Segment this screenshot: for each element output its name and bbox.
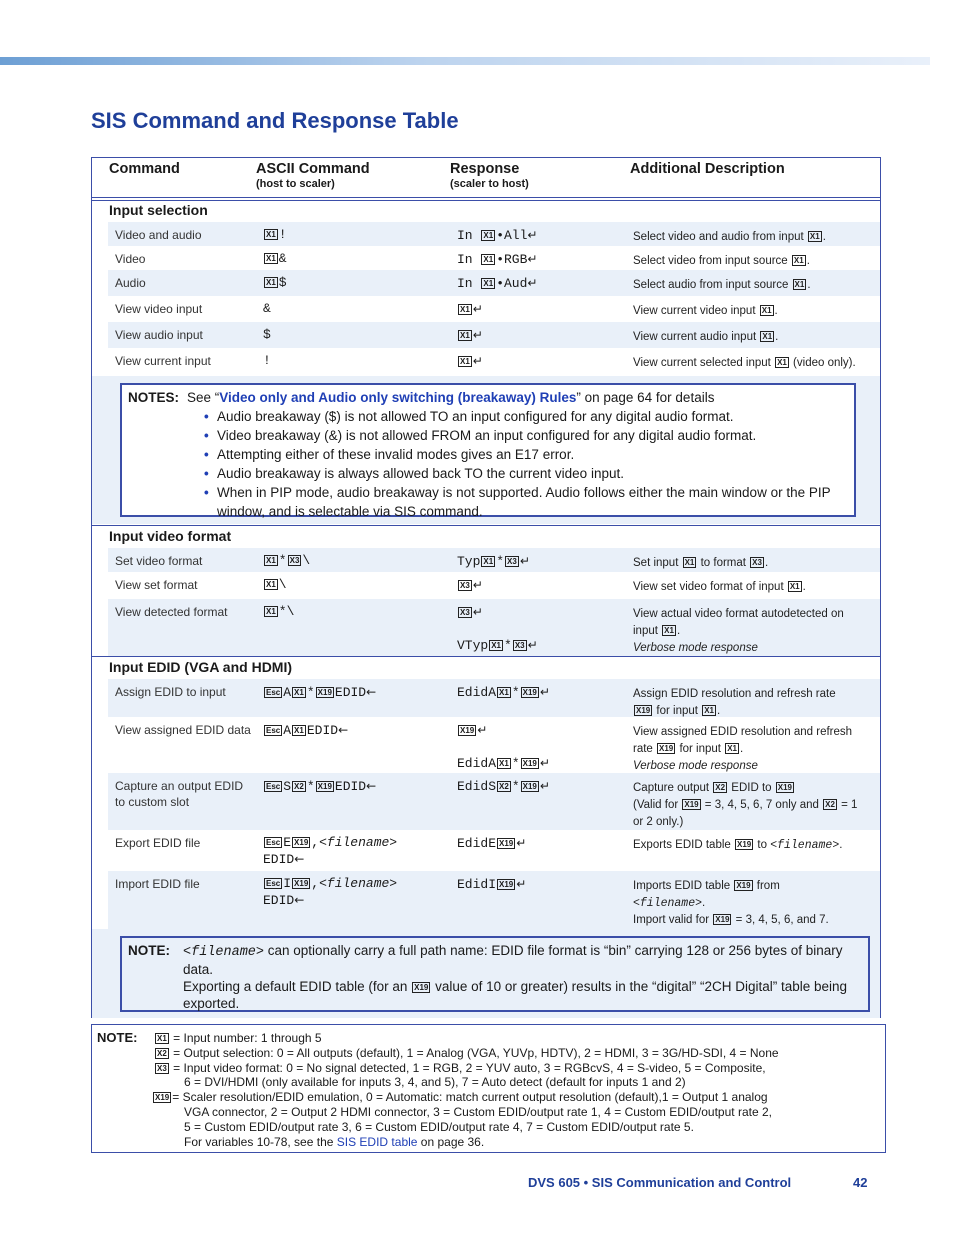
sis-table (91, 157, 881, 1018)
legend-x2: X2 = Output selection: 0 = All outputs (default), 1 = Analog (VGA, YUVp, HDTV), 2 = HDMI, 3 = 3G/HD-SDI, 4 = None (157, 1045, 779, 1060)
sis-edid-table-link[interactable]: SIS EDID table (336, 1134, 418, 1149)
section-input-edid: Input EDID (VGA and HDMI) (109, 659, 293, 675)
note-bullet: • When in PIP mode, audio breakaway is not supported. Audio follows either the main window or the PIP window, and is selectable via SIS command. (204, 483, 844, 521)
note-bullet: • Attempting either of these invalid modes gives an E17 error. (204, 445, 844, 464)
header-command: Command (109, 161, 180, 177)
note-bullet: • Audio breakaway ($) is not allowed TO an input configured for any digital audio format. (204, 407, 844, 426)
section-input-video-format: Input video format (109, 528, 232, 544)
table-row: View detected format X1 *\ X3 ↵ VTyp X1 * X3 ↵ View actual video format autodetected on input X1 . Verbose mode response (108, 599, 880, 656)
legend-x19: X19 = Scaler resolution/EDID emulation, 0 = Automatic: match current output resolution (default),1 = Output 1 analog (155, 1090, 768, 1105)
notes-breakaway: NOTES: See “Video only and Audio only switching (breakaway) Rules” on page 64 for details • Audio breakaway ($) is not allowed TO an input configured for any digital audio format. • Video breakaway (&) is not allowed FROM an input configured for any digital audio format. • Attempting either of these invalid modes gives an E17 error. • Audio breakaway is always allowed back TO the current video input. • When in PIP mode, audio breakaway is not supported. Audio follows either the main window or the PIP window, and is selectable via SIS command. (120, 383, 856, 517)
table-row: View assigned EDID data Esc A X1 EDID← X19 ↵ EdidA X1 * X19 ↵ View assigned EDID resolution and refresh rate X19 for input X1 . Verbose mode response (115, 723, 853, 772)
legend-x1: X1 = Input number: 1 through 5 (157, 1031, 322, 1045)
table-row: View current input ! X1 ↵ View current selected input X1 (video only). (115, 353, 856, 369)
table-row: Audio X1 $ In X1 •Aud↵ Select audio from input source X1 . (108, 270, 880, 296)
table-row: Import EDID file Esc I X19 ,<filename> EDID← EdidI X19 ↵ Imports EDID table X19 from <filename>. Import valid for X19 = 3, 4, 5, 6, and 7. (108, 871, 880, 929)
table-row: Assign EDID to input Esc A X1 * X19 EDID← EdidA X1 * X19 ↵ Assign EDID resolution and refresh rate X19 for input X1 . (108, 679, 880, 717)
breakaway-rules-link[interactable]: Video only and Audio only switching (breakaway) Rules (219, 390, 577, 405)
section-input-selection: Input selection (109, 202, 208, 218)
top-gradient-bar (0, 57, 930, 65)
footer-text: DVS 605 • SIS Communication and Control (528, 1175, 792, 1190)
table-row: Export EDID file Esc E X19 ,<filename> EDID← EdidE X19 ↵ Exports EDID table X19 to <filename>. (115, 835, 843, 867)
note-bullet: • Video breakaway (&) is not allowed FROM an input configured for any digital audio format. (204, 426, 844, 445)
table-row: Video X1 & In X1 •RGB↵ Select video from input source X1 . (115, 251, 810, 267)
note-bullet: • Audio breakaway is always allowed back TO the current video input. (204, 464, 844, 483)
table-row: View audio input $ X1 ↵ View current audio input X1 . (108, 322, 880, 348)
header-description: Additional Description (630, 161, 785, 177)
table-row: View set format X1 \ X3 ↵ View set video format of input X1 . (115, 577, 806, 593)
legend-x3: X3 = Input video format: 0 = No signal detected, 1 = RGB, 2 = YUV auto, 3 = RGBcvS, 4 = S-video, 5 = Composite, (157, 1060, 766, 1075)
notes-edid-filename: NOTE: <filename> can optionally carry a full path name: EDID file format is “bin” carrying 128 or 256 bytes of binary data. Exporting a default EDID table (for an X19 value of 10 or greater) results in the “digital” “2CH Digital” table being exported. (120, 936, 870, 1012)
page-number: 42 (853, 1175, 868, 1190)
table-row: Video and audio X1 ! In X1 •All↵ Select video and audio from input X1 . (108, 222, 880, 246)
table-row: Set video format X1 * X3 \ Typ X1 * X3 ↵ Set input X1 to format X3 . (108, 548, 880, 572)
header-ascii: ASCII Command (host to scaler) (256, 161, 370, 190)
header-response: Response (scaler to host) (450, 161, 529, 190)
table-row: Capture an output EDID to custom slot Esc S X2 * X19 EDID← EdidS X2 * X19 ↵ Capture output X2 EDID to X19 (Valid for X19 = 3, 4, 5, 6, 7 only and X2 = 1 or 2 only.) (108, 773, 880, 830)
page-title: SIS Command and Response Table (91, 108, 459, 133)
variables-legend: NOTE: X1 = Input number: 1 through 5 X2 = Output selection: 0 = All outputs (default), 1 = Analog (VGA, YUVp, HDTV), 2 = HDMI, 3 = 3G/HD-SDI, 4 = None X3 = Input video format: 0 = No signal detected, 1 = RGB, 2 = YUV auto, 3 = RGBcvS, 4 = S-video, 5 = Composite, 6 = DVI/HDMI (only available for inputs 3, 4, and 5), 7 = Auto detect (default for inputs 1 and 2) X19 = Scaler resolution/EDID emulation, 0 = Automatic: match current output resolution (default),1 = Output 1 analog VGA connector, 2 = Output 2 HDMI connector, 3 = Custom EDID/output rate 1, 4 = Custom EDID/output rate 2, 5 = Custom EDID/output rate 3, 6 = Custom EDID/output rate 4, 7 = Custom EDID/output rate 5. For variables 10-78, see the SIS EDID table on page 36. (91, 1024, 886, 1153)
table-row: View video input & X1 ↵ View current video input X1 . (115, 301, 778, 317)
